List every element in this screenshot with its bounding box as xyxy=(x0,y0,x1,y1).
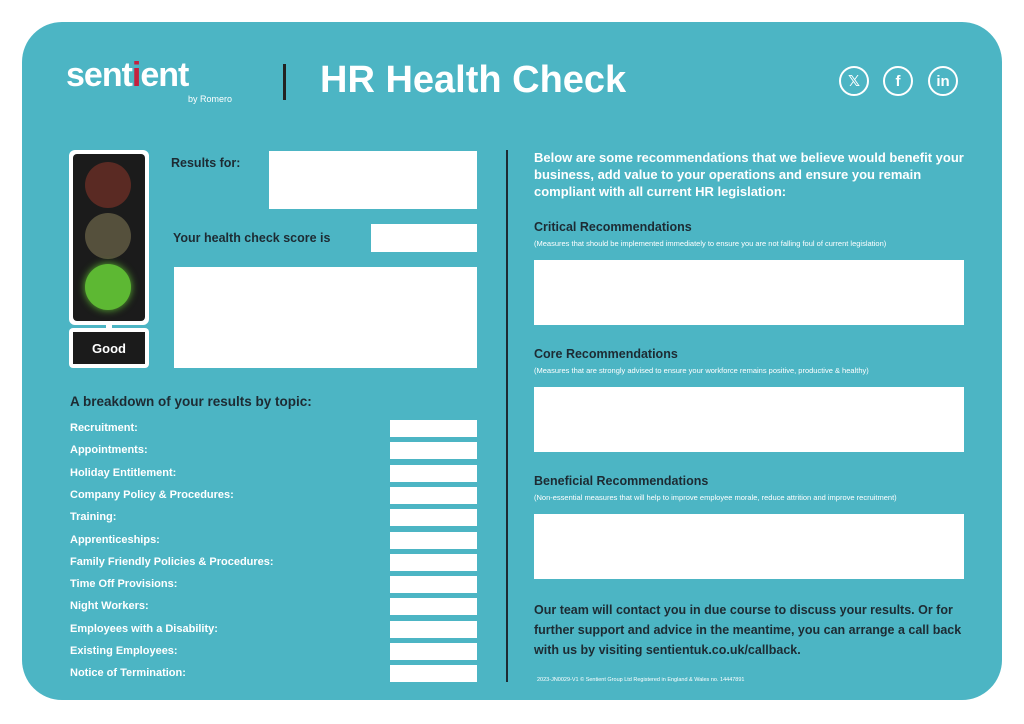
recommendation-field[interactable] xyxy=(534,260,964,325)
topic-score-field[interactable] xyxy=(390,420,477,437)
topic-label: Family Friendly Policies & Procedures: xyxy=(70,555,274,568)
logo-text-i: i xyxy=(131,56,141,94)
topic-score-field[interactable] xyxy=(390,532,477,549)
score-field[interactable] xyxy=(371,224,477,252)
breakdown-heading: A breakdown of your results by topic: xyxy=(70,394,312,409)
topic-score-field[interactable] xyxy=(390,465,477,482)
logo-text-end: ent xyxy=(140,56,189,94)
topic-score-field[interactable] xyxy=(390,554,477,571)
x-icon[interactable]: 𝕏 xyxy=(839,66,869,96)
recommendation-subtitle: (Non-essential measures that will help to improve employee morale, reduce attrition and improve recruitment) xyxy=(534,493,897,502)
recommendation-title: Core Recommendations xyxy=(534,347,678,361)
topic-label: Apprenticeships: xyxy=(70,533,160,546)
legal-text: 2023-JN0029-V1 © Sentient Group Ltd Registered in England & Wales no. 14447891 xyxy=(537,677,745,683)
recommendation-subtitle: (Measures that should be implemented immediately to ensure you are not falling foul of current legislation) xyxy=(534,239,887,248)
logo-text: sent xyxy=(66,56,132,94)
topic-score-field[interactable] xyxy=(390,665,477,682)
column-divider xyxy=(506,150,508,682)
red-light-icon xyxy=(85,162,131,208)
summary-field[interactable] xyxy=(174,267,477,368)
topic-score-field[interactable] xyxy=(390,487,477,504)
linkedin-icon[interactable]: in xyxy=(928,66,958,96)
topic-label: Training: xyxy=(70,511,117,524)
health-check-card xyxy=(22,22,1002,700)
topic-score-field[interactable] xyxy=(390,621,477,638)
topic-label: Existing Employees: xyxy=(70,645,178,657)
logo-subtitle: by Romero xyxy=(188,94,233,104)
recommendation-title: Critical Recommendations xyxy=(534,220,692,234)
score-label: Your health check score is xyxy=(173,231,331,245)
topic-label: Time Off Provisions: xyxy=(70,578,178,591)
topic-score-field[interactable] xyxy=(390,576,477,593)
results-for-field[interactable] xyxy=(269,151,477,209)
topic-label: Notice of Termination: xyxy=(70,667,186,680)
topic-score-field[interactable] xyxy=(390,442,477,459)
topic-label: Holiday Entitlement: xyxy=(70,466,177,479)
topic-label: Night Workers: xyxy=(70,600,149,613)
topic-score-field[interactable] xyxy=(390,643,477,660)
status-badge: Good xyxy=(73,332,145,364)
recommendation-title: Beneficial Recommendations xyxy=(534,474,709,488)
recommendation-subtitle: (Measures that are strongly advised to ensure your workforce remains positive, productive & healthy) xyxy=(534,366,869,375)
topic-score-field[interactable] xyxy=(390,509,477,526)
amber-light-icon xyxy=(85,213,131,259)
recommendation-field[interactable] xyxy=(534,514,964,579)
topic-label: Employees with a Disability: xyxy=(70,622,218,635)
recommendations-intro: Below are some recommendations that we believe would benefit your business, add value to your operations and ensure you remain compliant with all current HR legislation: xyxy=(534,150,964,199)
results-for-label: Results for: xyxy=(171,156,241,170)
sentient-logo xyxy=(66,58,188,92)
topic-label: Company Policy & Procedures: xyxy=(70,488,234,501)
page-title: HR Health Check xyxy=(320,59,627,101)
topic-score-field[interactable] xyxy=(390,598,477,615)
topic-label: Appointments: xyxy=(70,444,148,457)
recommendation-field[interactable] xyxy=(534,387,964,452)
topic-label: Recruitment: xyxy=(70,422,138,434)
contact-message: Our team will contact you in due course to discuss your results. Or for further support and advice in the meantime, you can arrange a call back with us by visiting sentientuk.co.uk/callback. xyxy=(534,603,962,657)
facebook-icon[interactable]: f xyxy=(883,66,913,96)
divider xyxy=(283,64,286,100)
green-light-icon xyxy=(85,264,131,310)
